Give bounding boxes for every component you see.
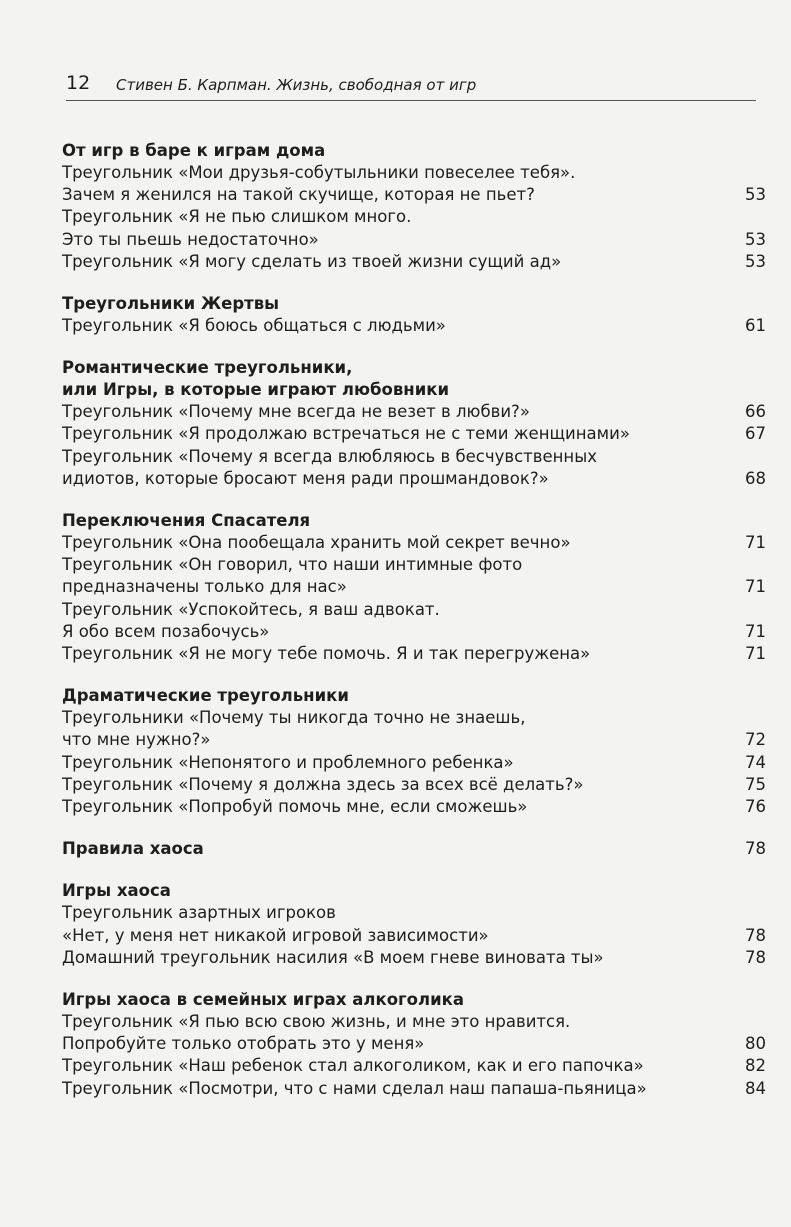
book-title: Жизнь, свободная от игр (276, 76, 477, 94)
page-number: 12 (66, 72, 91, 94)
toc-entry[interactable] (62, 206, 766, 250)
toc-entry-page: 80 (745, 1034, 766, 1054)
section-title: Игры хаоса (62, 881, 171, 901)
toc-entry[interactable] (62, 796, 766, 818)
toc-entry[interactable] (62, 599, 766, 643)
running-title (116, 76, 476, 94)
toc-entry[interactable] (62, 1078, 766, 1100)
table-of-contents (62, 140, 766, 1120)
toc-entry-title: Треугольник «Почему мне всегда не везет в любви?» (62, 402, 530, 422)
toc-entry-page: 78 (745, 839, 766, 859)
toc-entry[interactable] (62, 251, 766, 273)
toc-entry-title: Треугольник «Я пью всю свою жизнь, и мне это нравится. Попробуйте только отобрать это у меня» (62, 1012, 571, 1054)
toc-entry[interactable] (62, 162, 766, 206)
toc-entry-page: 74 (745, 752, 766, 772)
toc-entry-page: 71 (745, 644, 766, 664)
toc-entry-page: 72 (745, 730, 766, 750)
toc-entry[interactable] (62, 446, 766, 490)
toc-entry-title: Домашний треугольник насилия «В моем гневе виновата ты» (62, 947, 604, 967)
toc-section (62, 989, 766, 1100)
toc-entry-title: Треугольник «Почему я должна здесь за всех всё делать?» (62, 774, 584, 794)
toc-entry-title: Треугольник «Почему я всегда влюбляюсь в бесчувственных идиотов, которые бросают меня ради прошмандовок?» (62, 446, 598, 488)
toc-entry-page: 84 (745, 1078, 766, 1098)
toc-entry[interactable] (62, 1011, 766, 1055)
toc-section (62, 357, 766, 490)
toc-section (62, 838, 766, 860)
toc-entry[interactable] (62, 554, 766, 598)
section-title: Треугольники Жертвы (62, 294, 280, 314)
toc-section (62, 510, 766, 665)
section-title: От игр в баре к играм дома (62, 141, 326, 160)
toc-entry-page: 61 (745, 316, 766, 336)
toc-entry-title: Треугольник «Я не пью слишком много. Это ты пьешь недостаточно» (62, 207, 412, 249)
toc-entry-page: 66 (745, 402, 766, 422)
toc-entry[interactable] (62, 902, 766, 946)
toc-entry[interactable] (62, 643, 766, 665)
toc-section (62, 880, 766, 969)
toc-entry-page: 68 (745, 468, 766, 488)
toc-entry[interactable] (62, 532, 766, 554)
running-header (66, 70, 756, 101)
toc-entry-title: Треугольник «Попробуй помочь мне, если сможешь» (62, 797, 528, 817)
toc-entry-title: Треугольник «Я могу сделать из твоей жизни сущий ад» (62, 251, 562, 271)
toc-entry-page: 67 (745, 424, 766, 444)
toc-entry[interactable] (62, 947, 766, 969)
toc-entry-title: Треугольник «Успокойтесь, я ваш адвокат. Я обо всем позабочусь» (62, 599, 440, 641)
section-title: Игры хаоса в семейных играх алкоголика (62, 990, 464, 1010)
toc-entry[interactable] (62, 838, 766, 860)
toc-entry-title: Треугольник «Непонятого и проблемного ребенка» (62, 752, 514, 772)
toc-entry-title: Треугольник «Она пообещала хранить мой секрет вечно» (62, 533, 571, 553)
toc-entry-title: Треугольник «Мои друзья-собутыльники повеселее тебя». Зачем я женился на такой скучище, которая не пьет? (62, 163, 576, 205)
toc-entry-title: Треугольники «Почему ты никогда точно не знаешь, что мне нужно?» (62, 708, 526, 750)
toc-entry[interactable] (62, 423, 766, 445)
toc-entry[interactable] (62, 401, 766, 423)
toc-section (62, 685, 766, 818)
toc-entry-page: 53 (745, 185, 766, 205)
toc-entry-title: Треугольник «Я не могу тебе помочь. Я и так перегружена» (62, 644, 591, 664)
toc-entry[interactable] (62, 752, 766, 774)
toc-entry[interactable] (62, 774, 766, 796)
toc-entry-title: Треугольник «Я продолжаю встречаться не с теми женщинами» (62, 424, 630, 444)
toc-entry-page: 76 (745, 797, 766, 817)
toc-entry-page: 78 (745, 947, 766, 967)
toc-entry-title: Треугольник азартных игроков «Нет, у меня нет никакой игровой зависимости» (62, 903, 489, 945)
section-title: Романтические треугольники, или Игры, в которые играют любовники (62, 358, 450, 400)
toc-entry[interactable] (62, 315, 766, 337)
toc-entry-title: Треугольник «Посмотри, что с нами сделал наш папаша-пьяница» (62, 1078, 647, 1098)
toc-entry[interactable] (62, 707, 766, 751)
toc-entry-page: 53 (745, 229, 766, 249)
toc-entry-title: Правила хаоса (62, 839, 204, 859)
toc-section (62, 293, 766, 337)
toc-entry-page: 78 (745, 925, 766, 945)
author-name: Стивен Б. Карпман. (116, 76, 272, 94)
toc-entry-page: 71 (745, 621, 766, 641)
section-title: Драматические треугольники (62, 686, 349, 706)
toc-entry[interactable] (62, 1055, 766, 1077)
section-title: Переключения Спасателя (62, 511, 311, 531)
toc-section (62, 140, 766, 273)
toc-entry-title: Треугольник «Наш ребенок стал алкоголиком, как и его папочка» (62, 1056, 644, 1076)
toc-entry-title: Треугольник «Я боюсь общаться с людьми» (62, 316, 446, 336)
toc-entry-page: 71 (745, 533, 766, 553)
toc-entry-page: 82 (745, 1056, 766, 1076)
toc-entry-page: 75 (745, 774, 766, 794)
toc-entry-title: Треугольник «Он говорил, что наши интимные фото предназначены только для нас» (62, 555, 523, 597)
toc-entry-page: 53 (745, 251, 766, 271)
toc-entry-page: 71 (745, 577, 766, 597)
